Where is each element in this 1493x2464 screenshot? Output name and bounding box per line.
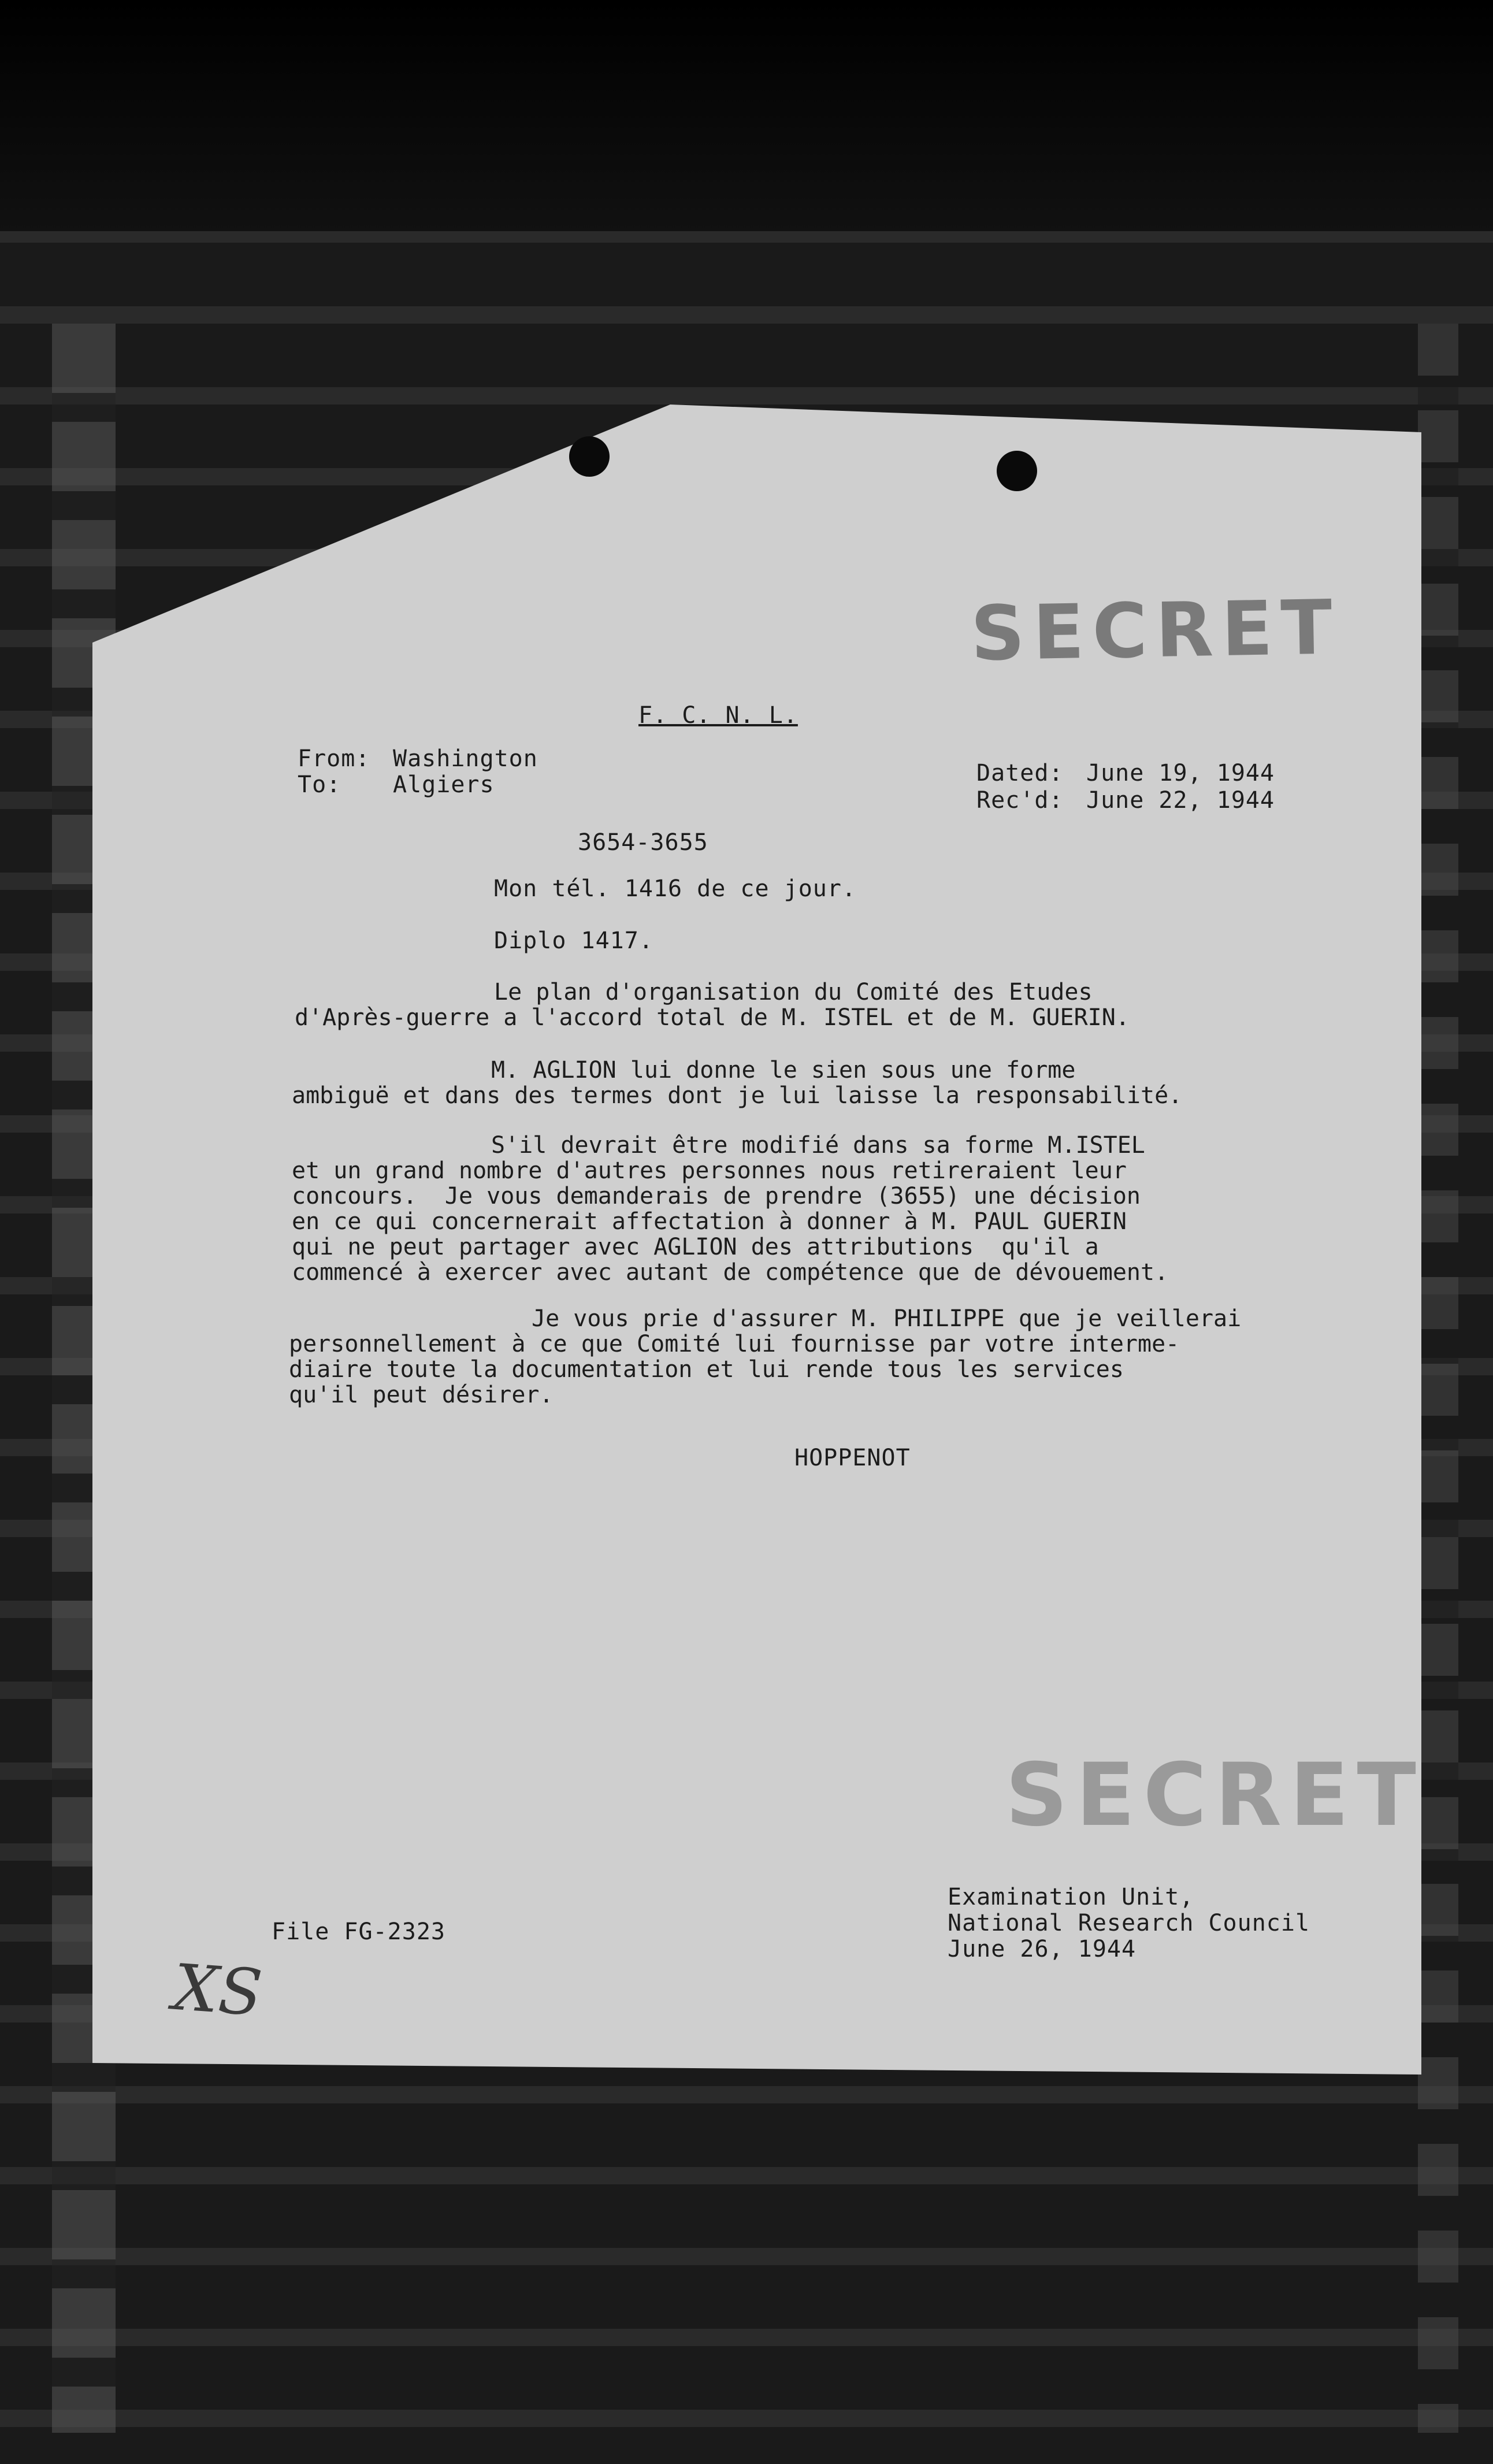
paragraph (292, 1057, 1182, 1108)
paragraph-line: qui ne peut partager avec AGLION des attributions qu'il a (292, 1234, 1099, 1260)
paragraph-line: Le plan d'organisation du Comité des Etudes (494, 979, 1093, 1005)
header-title: F. C. N. L. (638, 702, 798, 729)
mon-tel-line: Mon tél. 1416 de ce jour. (494, 875, 857, 902)
file-number: File FG-2323 (272, 1918, 445, 1945)
paragraph-line: qu'il peut désirer. (289, 1382, 554, 1408)
paragraph (295, 979, 1130, 1030)
recd-value: June 22, 1944 (1086, 787, 1275, 814)
to-value: Algiers (393, 771, 495, 798)
punch-hole (997, 451, 1037, 491)
paragraph-line: Je vous prie d'assurer M. PHILIPPE que je veillerai (532, 1305, 1242, 1332)
from-value: Washington (393, 745, 538, 772)
dated-label: Dated: (976, 760, 1064, 786)
handwritten-initials: XS (170, 1950, 265, 2031)
paragraph-line: ambiguë et dans des termes dont je lui laisse la responsabilité. (292, 1082, 1183, 1109)
punch-hole (569, 436, 610, 477)
paragraph-line: et un grand nombre d'autres personnes nous retireraient leur (292, 1157, 1127, 1184)
paragraph (289, 1306, 1241, 1408)
recd-label: Rec'd: (976, 787, 1064, 814)
paragraph-line: concours. Je vous demanderais de prendre (3655) une décision (292, 1183, 1141, 1209)
film-edge-right (1418, 324, 1458, 2433)
paragraph-line: S'il devrait être modifié dans sa forme M.ISTEL (491, 1132, 1145, 1159)
paragraph-line: commencé à exercer avec autant de compétence que de dévouement. (292, 1259, 1169, 1286)
diplo-line: Diplo 1417. (494, 927, 653, 954)
paragraph-line: personnellement à ce que Comité lui fournisse par votre interme- (289, 1331, 1180, 1357)
paragraph (292, 1133, 1168, 1285)
examination-unit: Examination Unit, (948, 1884, 1194, 1910)
reference-number: 3654-3655 (578, 829, 708, 856)
paragraph-line: diaire toute la documentation et lui rende tous les services (289, 1356, 1124, 1383)
paragraph-line: M. AGLION lui donne le sien sous une forme (491, 1057, 1076, 1083)
signature: HOPPENOT (794, 1445, 911, 1471)
footer-date: June 26, 1944 (948, 1936, 1137, 1962)
film-top-band (0, 0, 1493, 231)
secret-stamp-bottom: SECRET (1005, 1745, 1424, 1846)
research-council: National Research Council (948, 1910, 1310, 1936)
paragraph-line: en ce qui concernerait affectation à donner à M. PAUL GUERIN (292, 1208, 1127, 1235)
paragraph-line: d'Après-guerre a l'accord total de M. ISTEL et de M. GUERIN. (295, 1004, 1130, 1031)
secret-stamp-top: SECRET (970, 583, 1341, 678)
to-label: To: (298, 771, 341, 798)
from-label: From: (298, 745, 370, 772)
dated-value: June 19, 1944 (1086, 760, 1275, 786)
